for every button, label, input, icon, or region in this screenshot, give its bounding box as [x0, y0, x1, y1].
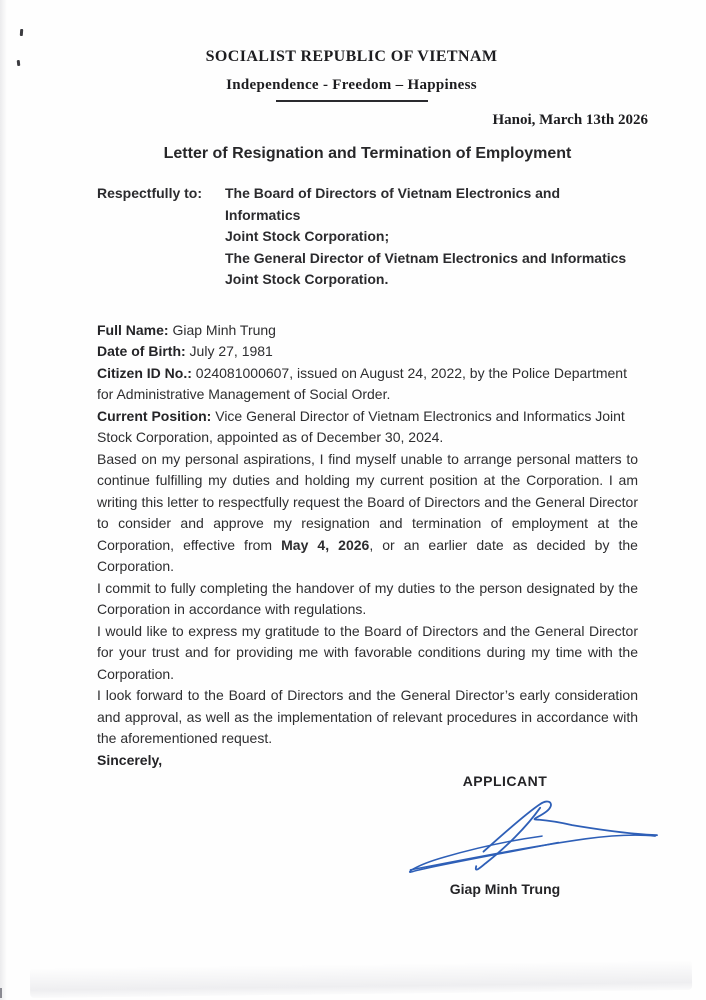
- national-header: [81, 47, 622, 102]
- detail-label: Full Name:: [97, 321, 169, 338]
- dateline: Hanoi, March 13th 2026: [492, 112, 648, 128]
- national-motto: Independence - Freedom – Happiness: [226, 77, 477, 93]
- paragraph-gratitude: I would like to express my gratitude to the Board of Directors and the General Director for your trust and for providing me with favorable conditions during my time with the Corporation.: [97, 622, 638, 682]
- recipient-line: The Board of Directors of Vietnam Electronics and Informatics: [225, 185, 561, 223]
- effective-date: May 4, 2026: [281, 536, 370, 553]
- scan-speck: [17, 60, 21, 66]
- scan-bottom-shadow: [30, 960, 692, 998]
- closing-salutation: Sincerely,: [97, 751, 163, 768]
- handwritten-signature-icon: [391, 795, 671, 879]
- detail-citizen-id: [97, 363, 638, 406]
- republic-heading: SOCIALIST REPUBLIC OF VIETNAM: [205, 48, 498, 65]
- paragraph-text: Based on my personal aspirations, I find myself unable to arrange personal matters to continue fulfilling my duties and holding my current position at the Corporation. I am writing this letter to respectfully request the Board of Directors and the General Director to consider and approve my resignation and termination of employment at the Corporation, effective from: [97, 450, 638, 553]
- detail-current-position: [97, 406, 638, 449]
- personal-details: [97, 320, 638, 449]
- recipient-line: Joint Stock Corporation.: [225, 271, 389, 287]
- scan-left-edge-shadow: [0, 0, 7, 1000]
- recipient-line: The General Director of Vietnam Electronics and Informatics: [225, 249, 627, 266]
- detail-date-of-birth: [97, 341, 638, 363]
- signature-block: [355, 771, 655, 900]
- scan-corner-mark: [0, 988, 2, 998]
- letter-content: [97, 0, 648, 900]
- signer-name: Giap Minh Trung: [449, 880, 561, 897]
- paragraph-handover-commitment: I commit to fully completing the handover of my duties to the person designated by the Corporation in accordance with regulations.: [97, 579, 638, 617]
- recipients-block: [97, 183, 638, 291]
- detail-label: Date of Birth:: [97, 343, 186, 359]
- letter-title: Letter of Resignation and Termination of Employment: [163, 145, 572, 162]
- detail-value: Giap Minh Trung: [168, 321, 276, 338]
- paragraph-text: , or an earlier date as decided by the Corporation.: [97, 536, 638, 574]
- detail-label: Citizen ID No.:: [97, 364, 192, 381]
- recipients-lines: [225, 183, 638, 291]
- detail-value: 024081000607, issued on August 24, 2022, by the Police Department for Administrative Management of Social Order.: [97, 364, 627, 402]
- detail-value: Vice General Director of Vietnam Electronics and Informatics Joint Stock Corporation, appointed as of December 30, 2024.: [97, 407, 625, 445]
- scan-speck: [20, 29, 23, 36]
- detail-label: Current Position:: [97, 407, 212, 424]
- paragraph-approval-request: I look forward to the Board of Directors and the General Director’s early consideration and approval, as well as the implementation of relevant procedures in accordance with the aforementioned request.: [97, 687, 638, 746]
- recipients-label: Respectfully to:: [97, 185, 203, 201]
- detail-value: July 27, 1981: [185, 343, 273, 359]
- recipient-line: Joint Stock Corporation;: [225, 228, 390, 244]
- motto-underline: [276, 100, 428, 102]
- signer-role-label: APPLICANT: [462, 773, 548, 789]
- paragraph-resignation-request: [97, 449, 638, 578]
- detail-full-name: [97, 320, 638, 342]
